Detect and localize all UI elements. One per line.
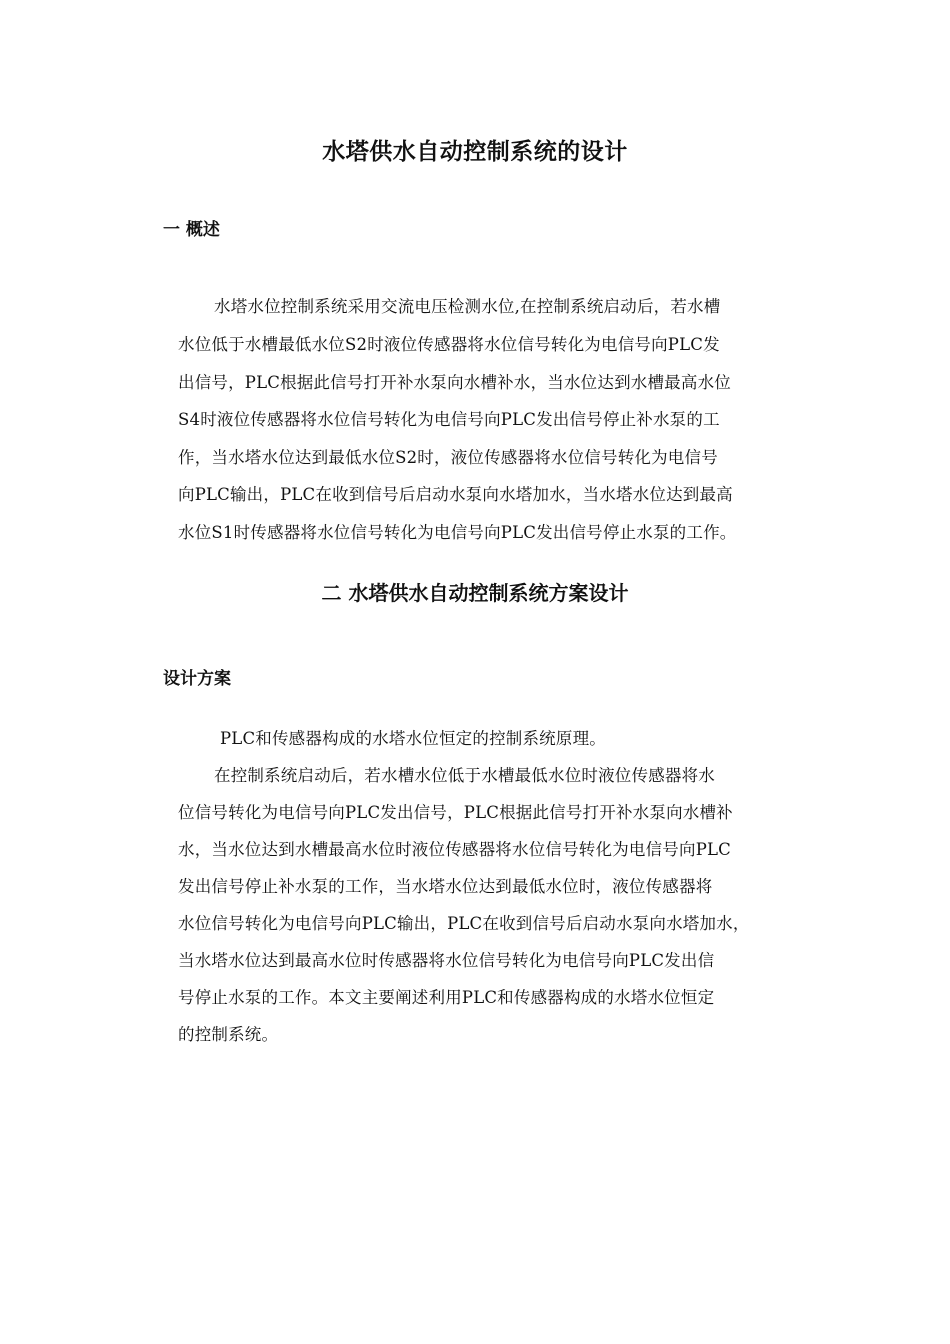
paragraph-line: 发出信号停止补水泵的工作，当水塔水位达到最低水位时，液位传感器将 [178,877,713,896]
document-title: 水塔供水自动控制系统的设计 [322,139,628,165]
subsection-heading: 设计方案 [163,669,231,689]
paragraph-line: 水位低于水槽最低水位S2时液位传感器将水位信号转化为电信号向PLC发 [178,335,720,354]
paragraph-line: 当水塔水位达到最高水位时传感器将水位信号转化为电信号向PLC发出信 [178,951,715,970]
section-heading-overview: 一 概述 [163,220,220,240]
paragraph-line: PLC和传感器构成的水塔水位恒定的控制系统原理。 [220,729,606,748]
paragraph-line: 水，当水位达到水槽最高水位时液位传感器将水位信号转化为电信号向PLC [178,840,731,859]
paragraph-line: 作，当水塔水位达到最低水位S2时，液位传感器将水位信号转化为电信号 [178,448,718,467]
paragraph-line: 号停止水泵的工作。本文主要阐述利用PLC和传感器构成的水塔水位恒定 [178,988,715,1007]
paragraph-line: S4时液位传感器将水位信号转化为电信号向PLC发出信号停止补水泵的工 [178,410,720,429]
paragraph-line: 位信号转化为电信号向PLC发出信号，PLC根据此信号打开补水泵向水槽补 [178,803,733,822]
paragraph-line: 向PLC输出，PLC在收到信号后启动水泵向水塔加水，当水塔水位达到最高 [178,485,733,504]
paragraph-line: 在控制系统启动后，若水槽水位低于水槽最低水位时液位传感器将水 [214,766,715,785]
paragraph-line: 水塔水位控制系统采用交流电压检测水位,在控制系统启动后，若水槽 [214,297,721,316]
paragraph-line: 出信号，PLC根据此信号打开补水泵向水槽补水，当水位达到水槽最高水位 [178,373,731,392]
paragraph-line: 水位信号转化为电信号向PLC输出，PLC在收到信号后启动水泵向水塔加水， [178,914,750,933]
paragraph-line: 的控制系统。 [178,1025,279,1044]
section-heading-design: 二 水塔供水自动控制系统方案设计 [321,581,629,605]
paragraph-line: 水位S1时传感器将水位信号转化为电信号向PLC发出信号停止水泵的工作。 [178,523,737,542]
